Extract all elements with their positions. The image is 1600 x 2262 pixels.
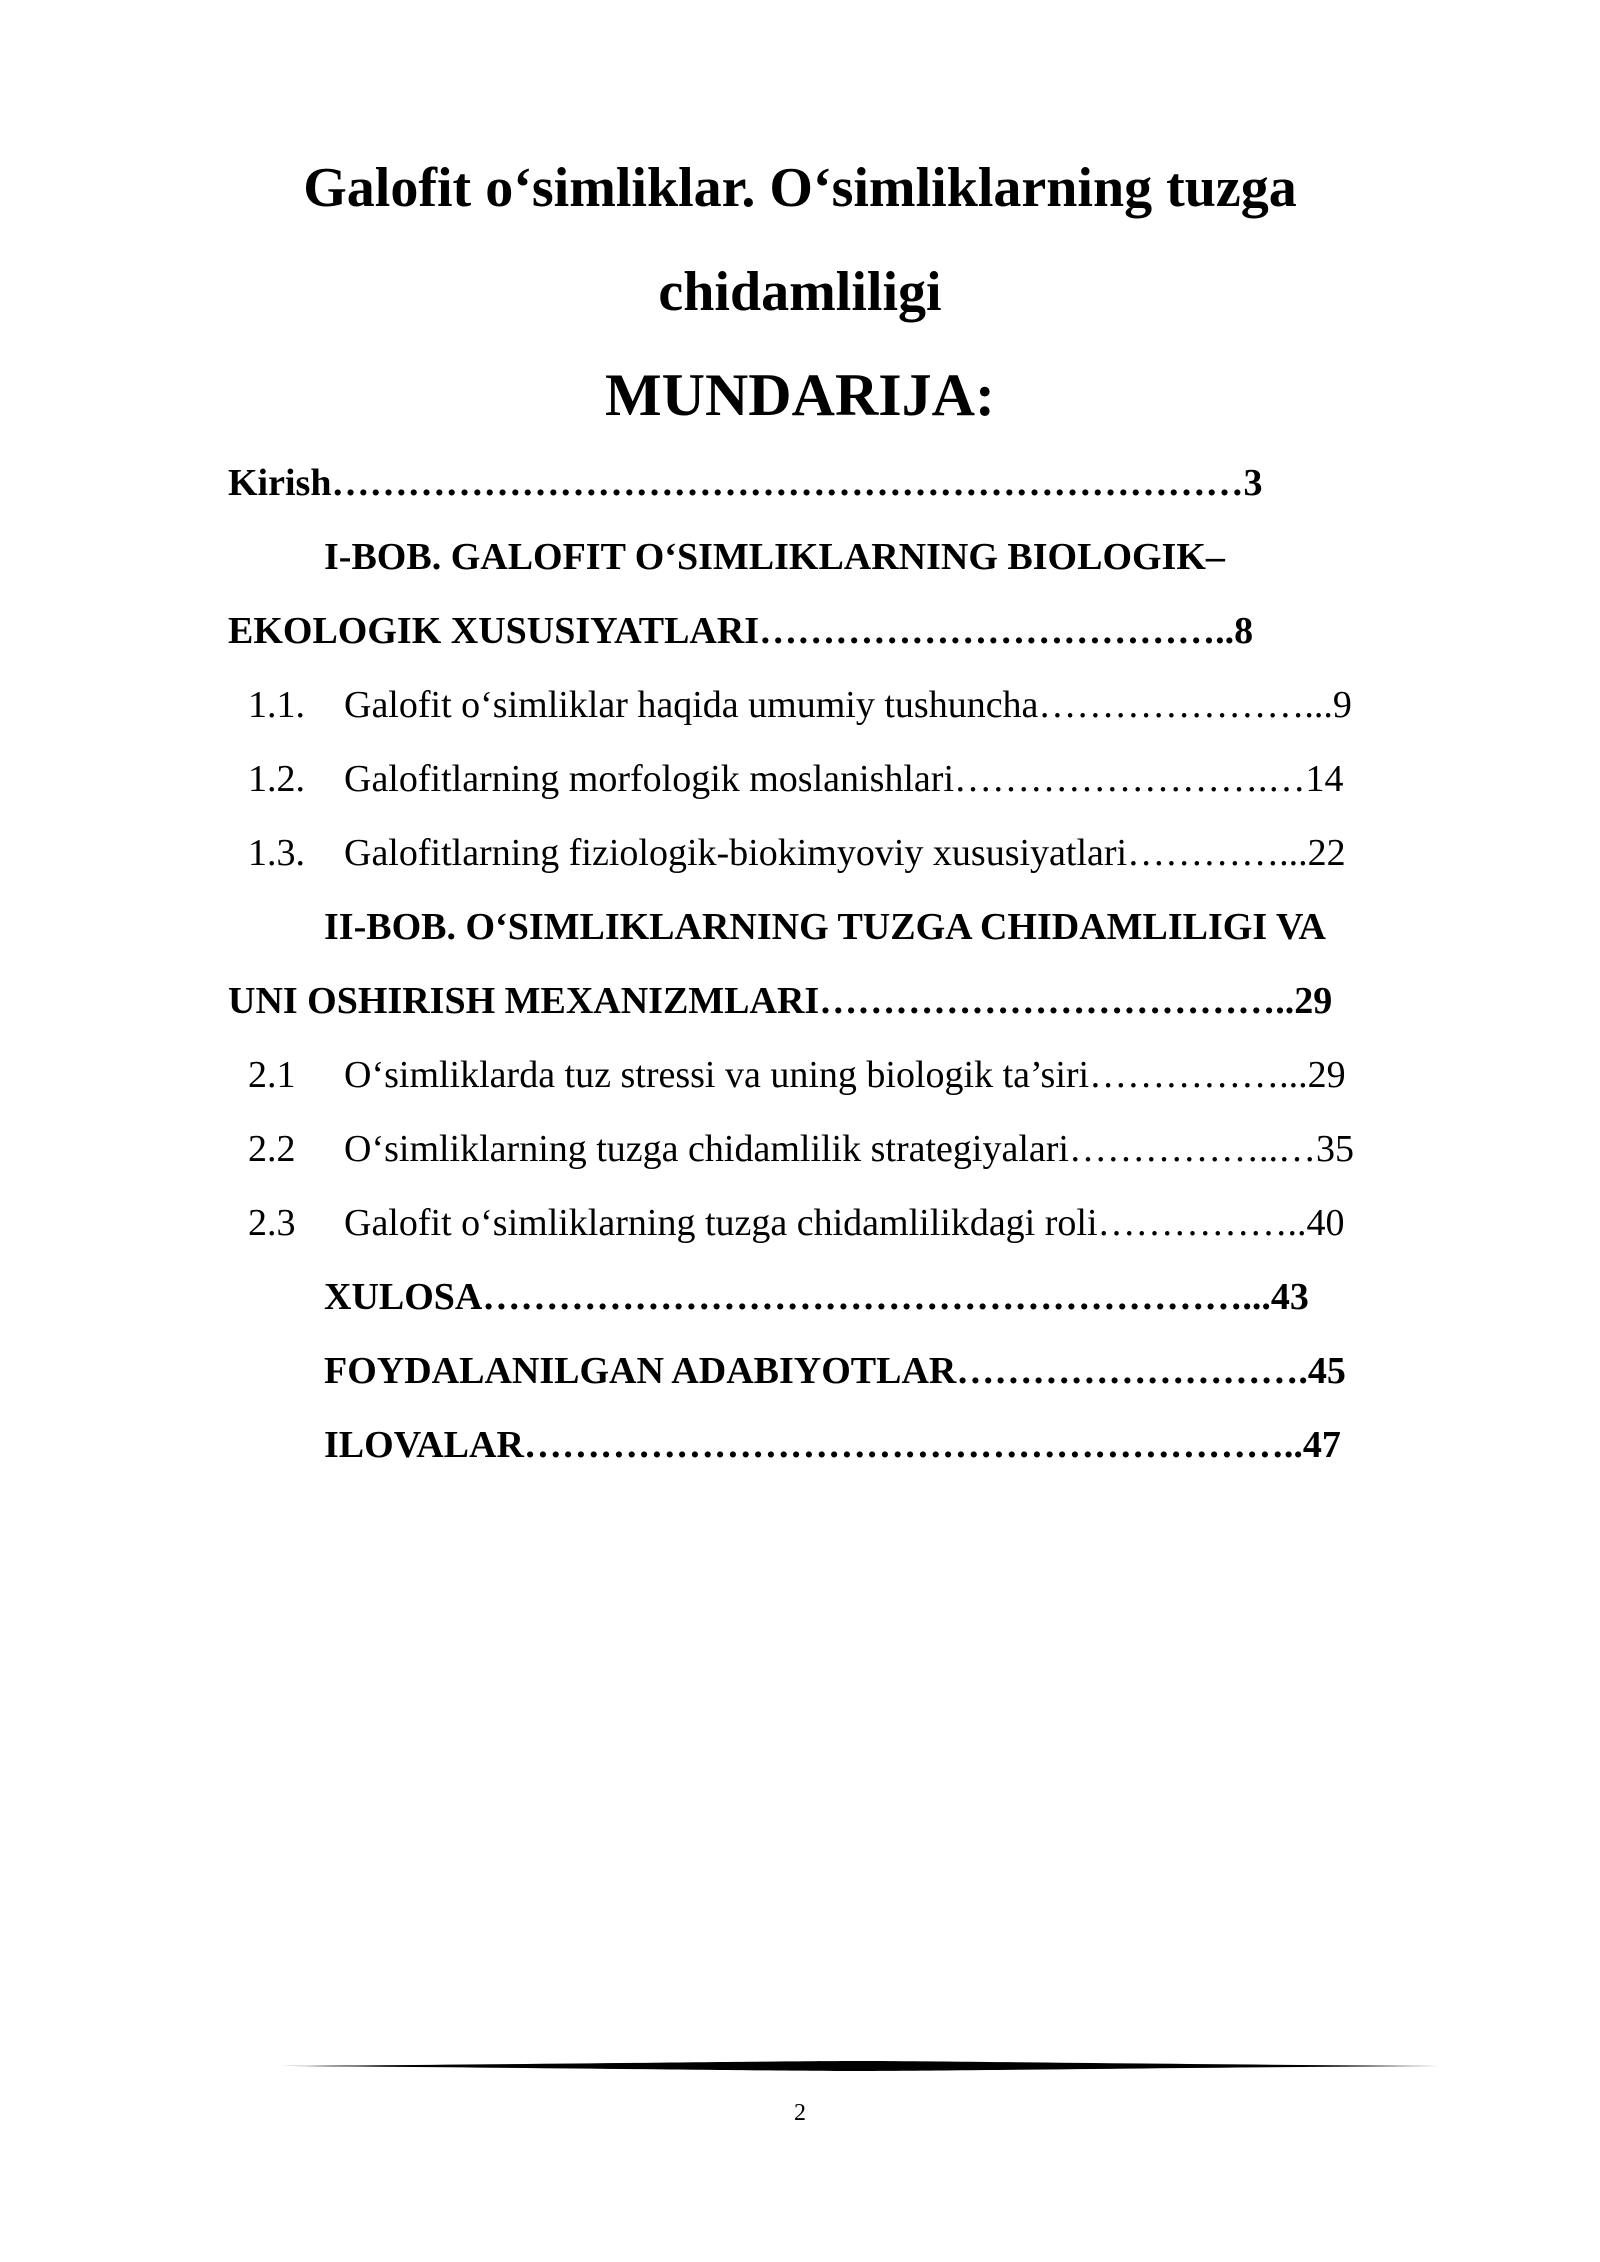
toc-entry-kirish: Kirish………………………………………………………………3 (228, 462, 1263, 504)
toc-entry-bob2-line2: UNI OSHIRISH MEXANIZMLARI………………………………..29 (228, 980, 1333, 1022)
toc-number: 1.3. (248, 832, 305, 874)
toc-text: O‘simliklarda tuz stressi va uning biologik ta’siri……………...29 (344, 1054, 1346, 1096)
document-title (0, 136, 1600, 344)
title-line-2: chidamliligi (658, 261, 942, 323)
toc-number: 2.1 (248, 1054, 296, 1096)
toc-entry-bob1-line1: I-BOB. GALOFIT O‘SIMLIKLARNING BIOLOGIK– (324, 536, 1225, 578)
page-number: 2 (794, 2100, 806, 2126)
footer-divider (280, 2060, 1440, 2072)
title-line-1: Galofit o‘simliklar. O‘simliklarning tuzga (303, 157, 1297, 219)
toc-entry-adabiyotlar: FOYDALANILGAN ADABIYOTLAR……………………….45 (324, 1350, 1346, 1392)
toc-entry-ilovalar: ILOVALAR……………………………………………………..47 (324, 1424, 1341, 1466)
toc-text: Galofitlarning morfologik moslanishlari…………………….…14 (344, 758, 1344, 800)
toc-entry-bob2-line1: II-BOB. O‘SIMLIKLARNING TUZGA CHIDAMLILIGI VA (324, 906, 1326, 948)
toc-heading: MUNDARIJA: (605, 362, 995, 428)
toc-text: O‘simliklarning tuzga chidamlilik strategiyalari……………..…35 (344, 1128, 1354, 1170)
toc-entry-xulosa: XULOSA……………………………………………………...43 (324, 1276, 1309, 1318)
toc-number: 2.3 (248, 1202, 296, 1244)
toc-number: 1.1. (248, 684, 305, 726)
toc-number: 1.2. (248, 758, 305, 800)
toc-text: Galofit o‘simliklar haqida umumiy tushuncha…………………...9 (344, 684, 1352, 726)
toc-text: Galofit o‘simliklarning tuzga chidamlilikdagi roli……………..40 (344, 1202, 1345, 1244)
toc-number: 2.2 (248, 1128, 296, 1170)
toc-text: Galofitlarning fiziologik-biokimyoviy xususiyatlari…………...22 (344, 832, 1346, 874)
toc-entry-bob1-line2: EKOLOGIK XUSUSIYATLARI………………………………..8 (228, 610, 1254, 652)
